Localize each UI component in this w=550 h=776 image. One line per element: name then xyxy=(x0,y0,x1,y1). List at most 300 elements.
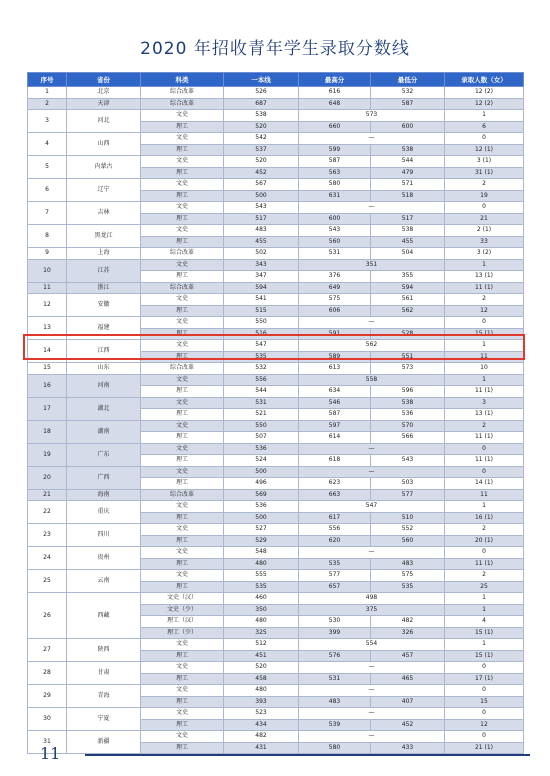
row-score-merged: — xyxy=(299,662,445,674)
row-seq: 27 xyxy=(28,639,67,662)
table-row xyxy=(28,708,524,720)
row-enrolled: 15 (1) xyxy=(445,328,524,340)
row-province: 辽宁 xyxy=(67,179,141,202)
row-enrolled: 12 (2) xyxy=(445,98,524,110)
row-tier-one-line: 536 xyxy=(224,501,299,513)
row-tier-one-line: 548 xyxy=(224,547,299,559)
row-tier-one-line: 517 xyxy=(224,213,299,225)
row-tier-one-line: 350 xyxy=(224,604,299,616)
row-enrolled: 3 (2) xyxy=(445,248,524,260)
row-tier-one-line: 547 xyxy=(224,340,299,352)
row-province: 海南 xyxy=(67,489,141,501)
row-enrolled: 0 xyxy=(445,317,524,329)
row-tier-one-line: 480 xyxy=(224,558,299,570)
row-seq: 26 xyxy=(28,593,67,639)
row-category: 理工 xyxy=(141,144,224,156)
row-min-score: 577 xyxy=(371,489,445,501)
row-tier-one-line: 516 xyxy=(224,328,299,340)
row-seq: 29 xyxy=(28,685,67,708)
row-enrolled: 0 xyxy=(445,731,524,743)
row-province: 河北 xyxy=(67,110,141,133)
row-max-score: 660 xyxy=(299,121,371,133)
row-enrolled: 1 xyxy=(445,604,524,616)
row-seq: 25 xyxy=(28,570,67,593)
row-tier-one-line: 347 xyxy=(224,271,299,283)
row-max-score: 563 xyxy=(299,167,371,179)
table-row xyxy=(28,593,524,605)
row-score-merged: — xyxy=(299,731,445,743)
row-seq: 23 xyxy=(28,524,67,547)
row-category: 综合改革 xyxy=(141,282,224,294)
row-seq: 9 xyxy=(28,248,67,260)
row-category: 理工 xyxy=(141,386,224,398)
row-tier-one-line: 535 xyxy=(224,351,299,363)
row-enrolled: 12 (1) xyxy=(445,144,524,156)
row-province: 山西 xyxy=(67,133,141,156)
page-title: 2020 年招收青年学生录取分数线 xyxy=(140,39,410,59)
row-min-score: 600 xyxy=(371,121,445,133)
row-max-score: 539 xyxy=(299,719,371,731)
row-enrolled: 2 xyxy=(445,420,524,432)
row-tier-one-line: 460 xyxy=(224,593,299,605)
row-category: 理工 xyxy=(141,742,224,754)
row-category: 文史 xyxy=(141,420,224,432)
row-enrolled: 21 (1) xyxy=(445,742,524,754)
row-max-score: 648 xyxy=(299,98,371,110)
row-category: 文史 xyxy=(141,397,224,409)
table-row xyxy=(28,317,524,329)
row-tier-one-line: 507 xyxy=(224,432,299,444)
row-seq: 15 xyxy=(28,363,67,375)
row-max-score: 597 xyxy=(299,420,371,432)
row-score-merged: — xyxy=(299,202,445,214)
row-enrolled: 0 xyxy=(445,466,524,478)
row-tier-one-line: 496 xyxy=(224,478,299,490)
table-row xyxy=(28,259,524,271)
row-min-score: 575 xyxy=(371,570,445,582)
row-score-merged: 554 xyxy=(299,639,445,651)
row-category: 理工 xyxy=(141,167,224,179)
row-category: 文史 xyxy=(141,156,224,168)
row-enrolled: 17 (1) xyxy=(445,673,524,685)
row-province: 新疆 xyxy=(67,731,141,754)
row-province: 天津 xyxy=(67,98,141,110)
row-score-merged: — xyxy=(299,547,445,559)
row-seq: 24 xyxy=(28,547,67,570)
row-max-score: 399 xyxy=(299,627,371,639)
row-min-score: 510 xyxy=(371,512,445,524)
row-score-merged: 375 xyxy=(299,604,445,616)
header-tier-one-line: 一本线 xyxy=(224,73,299,87)
highlight-box-jiangxi xyxy=(23,334,525,360)
row-tier-one-line: 458 xyxy=(224,673,299,685)
row-min-score: 566 xyxy=(371,432,445,444)
row-enrolled: 0 xyxy=(445,708,524,720)
row-category: 理工 xyxy=(141,478,224,490)
row-min-score: 455 xyxy=(371,236,445,248)
row-tier-one-line: 544 xyxy=(224,386,299,398)
row-max-score: 577 xyxy=(299,570,371,582)
row-min-score: 538 xyxy=(371,144,445,156)
row-province: 浙江 xyxy=(67,282,141,294)
table-row xyxy=(28,294,524,306)
row-seq: 17 xyxy=(28,397,67,420)
row-tier-one-line: 500 xyxy=(224,190,299,202)
row-category: 文史 xyxy=(141,110,224,122)
row-seq: 2 xyxy=(28,98,67,110)
row-min-score: 544 xyxy=(371,156,445,168)
row-tier-one-line: 512 xyxy=(224,639,299,651)
row-category: 综合改革 xyxy=(141,489,224,501)
row-tier-one-line: 523 xyxy=(224,708,299,720)
row-score-merged: — xyxy=(299,317,445,329)
row-tier-one-line: 502 xyxy=(224,248,299,260)
row-max-score: 599 xyxy=(299,144,371,156)
row-tier-one-line: 521 xyxy=(224,409,299,421)
row-enrolled: 6 xyxy=(445,121,524,133)
row-min-score: 482 xyxy=(371,616,445,628)
row-province: 陕西 xyxy=(67,639,141,662)
row-province: 河南 xyxy=(67,374,141,397)
row-max-score: 620 xyxy=(299,535,371,547)
row-seq: 31 xyxy=(28,731,67,754)
row-category: 理工 xyxy=(141,409,224,421)
row-score-merged: — xyxy=(299,466,445,478)
row-min-score: 528 xyxy=(371,328,445,340)
row-category: 文史 xyxy=(141,317,224,329)
row-province: 广东 xyxy=(67,443,141,466)
row-enrolled: 16 (1) xyxy=(445,512,524,524)
row-enrolled: 1 xyxy=(445,110,524,122)
row-max-score: 649 xyxy=(299,282,371,294)
row-min-score: 538 xyxy=(371,397,445,409)
row-province: 江西 xyxy=(67,340,141,363)
row-tier-one-line: 520 xyxy=(224,662,299,674)
row-enrolled: 11 (1) xyxy=(445,558,524,570)
row-max-score: 614 xyxy=(299,432,371,444)
row-tier-one-line: 535 xyxy=(224,581,299,593)
row-max-score: 587 xyxy=(299,409,371,421)
row-tier-one-line: 529 xyxy=(224,535,299,547)
row-enrolled: 15 (1) xyxy=(445,650,524,662)
row-min-score: 587 xyxy=(371,98,445,110)
header-max-score: 最高分 xyxy=(299,73,371,87)
row-category: 文史（少） xyxy=(141,604,224,616)
row-category: 理工 xyxy=(141,328,224,340)
row-score-merged: 351 xyxy=(299,259,445,271)
row-tier-one-line: 434 xyxy=(224,719,299,731)
table-row xyxy=(28,397,524,409)
row-max-score: 616 xyxy=(299,87,371,99)
row-category: 文史 xyxy=(141,524,224,536)
row-enrolled: 4 xyxy=(445,616,524,628)
row-province: 上海 xyxy=(67,248,141,260)
row-tier-one-line: 393 xyxy=(224,696,299,708)
row-category: 理工 xyxy=(141,236,224,248)
row-enrolled: 1 xyxy=(445,639,524,651)
table-row xyxy=(28,420,524,432)
row-enrolled: 31 (1) xyxy=(445,167,524,179)
row-enrolled: 3 (1) xyxy=(445,156,524,168)
row-min-score: 483 xyxy=(371,558,445,570)
row-seq: 22 xyxy=(28,501,67,524)
row-min-score: 560 xyxy=(371,535,445,547)
header-province: 省份 xyxy=(67,73,141,87)
row-min-score: 596 xyxy=(371,386,445,398)
table-row xyxy=(28,374,524,386)
row-max-score: 530 xyxy=(299,616,371,628)
row-tier-one-line: 543 xyxy=(224,202,299,214)
row-min-score: 479 xyxy=(371,167,445,179)
row-score-merged: 498 xyxy=(299,593,445,605)
table-row xyxy=(28,363,524,375)
row-category: 文史 xyxy=(141,685,224,697)
row-category: 文史 xyxy=(141,259,224,271)
row-seq: 30 xyxy=(28,708,67,731)
table-body xyxy=(28,87,524,754)
row-enrolled: 13 (1) xyxy=(445,271,524,283)
row-seq: 5 xyxy=(28,156,67,179)
row-enrolled: 11 (1) xyxy=(445,386,524,398)
row-province: 宁夏 xyxy=(67,708,141,731)
table-row xyxy=(28,501,524,513)
row-max-score: 483 xyxy=(299,696,371,708)
row-province: 山东 xyxy=(67,363,141,375)
row-max-score: 560 xyxy=(299,236,371,248)
row-tier-one-line: 527 xyxy=(224,524,299,536)
row-min-score: 433 xyxy=(371,742,445,754)
table-row xyxy=(28,489,524,501)
row-min-score: 518 xyxy=(371,190,445,202)
row-category: 理工 xyxy=(141,190,224,202)
row-max-score: 580 xyxy=(299,742,371,754)
row-category: 综合改革 xyxy=(141,98,224,110)
row-category: 文史 xyxy=(141,202,224,214)
row-tier-one-line: 526 xyxy=(224,87,299,99)
row-category: 文史 xyxy=(141,731,224,743)
row-category: 理工 xyxy=(141,512,224,524)
row-enrolled: 25 xyxy=(445,581,524,593)
row-enrolled: 12 xyxy=(445,719,524,731)
row-tier-one-line: 555 xyxy=(224,570,299,582)
table-row xyxy=(28,466,524,478)
table-row xyxy=(28,570,524,582)
row-enrolled: 11 (1) xyxy=(445,455,524,467)
row-category: 文史 xyxy=(141,570,224,582)
row-tier-one-line: 594 xyxy=(224,282,299,294)
row-tier-one-line: 480 xyxy=(224,685,299,697)
row-max-score: 613 xyxy=(299,363,371,375)
row-province: 重庆 xyxy=(67,501,141,524)
row-tier-one-line: 550 xyxy=(224,420,299,432)
row-min-score: 538 xyxy=(371,225,445,237)
table-row xyxy=(28,547,524,559)
row-category: 文史 xyxy=(141,639,224,651)
row-max-score: 591 xyxy=(299,328,371,340)
row-seq: 6 xyxy=(28,179,67,202)
row-tier-one-line: 455 xyxy=(224,236,299,248)
row-tier-one-line: 687 xyxy=(224,98,299,110)
table-row xyxy=(28,87,524,99)
row-enrolled: 1 xyxy=(445,593,524,605)
row-score-merged: 558 xyxy=(299,374,445,386)
row-tier-one-line: 556 xyxy=(224,374,299,386)
row-enrolled: 1 xyxy=(445,340,524,352)
row-province: 内蒙古 xyxy=(67,156,141,179)
row-category: 理工（少） xyxy=(141,627,224,639)
row-province: 贵州 xyxy=(67,547,141,570)
row-tier-one-line: 520 xyxy=(224,121,299,133)
row-min-score: 452 xyxy=(371,719,445,731)
row-enrolled: 15 xyxy=(445,696,524,708)
row-seq: 21 xyxy=(28,489,67,501)
row-max-score: 618 xyxy=(299,455,371,467)
table-row xyxy=(28,639,524,651)
row-max-score: 634 xyxy=(299,386,371,398)
row-category: 文史 xyxy=(141,133,224,145)
row-province: 北京 xyxy=(67,87,141,99)
row-seq: 19 xyxy=(28,443,67,466)
row-category: 理工 xyxy=(141,271,224,283)
row-min-score: 532 xyxy=(371,87,445,99)
table-row xyxy=(28,179,524,191)
row-tier-one-line: 452 xyxy=(224,167,299,179)
row-seq: 13 xyxy=(28,317,67,340)
row-seq: 3 xyxy=(28,110,67,133)
row-tier-one-line: 541 xyxy=(224,294,299,306)
row-min-score: 573 xyxy=(371,363,445,375)
table-row xyxy=(28,248,524,260)
row-max-score: 600 xyxy=(299,213,371,225)
table-row xyxy=(28,110,524,122)
row-category: 理工 xyxy=(141,535,224,547)
row-max-score: 543 xyxy=(299,225,371,237)
table-row xyxy=(28,443,524,455)
row-enrolled: 11 (1) xyxy=(445,282,524,294)
admission-score-table xyxy=(27,72,524,754)
row-score-merged: 562 xyxy=(299,340,445,352)
row-max-score: 531 xyxy=(299,673,371,685)
row-score-merged: — xyxy=(299,708,445,720)
table-row xyxy=(28,282,524,294)
row-seq: 8 xyxy=(28,225,67,248)
row-min-score: 517 xyxy=(371,213,445,225)
row-min-score: 571 xyxy=(371,179,445,191)
table-row xyxy=(28,225,524,237)
header-seq: 序号 xyxy=(28,73,67,87)
row-enrolled: 0 xyxy=(445,133,524,145)
row-category: 文史 xyxy=(141,547,224,559)
row-max-score: 663 xyxy=(299,489,371,501)
table-row xyxy=(28,662,524,674)
row-min-score: 355 xyxy=(371,271,445,283)
row-tier-one-line: 343 xyxy=(224,259,299,271)
row-category: 理工（汉） xyxy=(141,616,224,628)
row-category: 理工 xyxy=(141,650,224,662)
row-enrolled: 14 (1) xyxy=(445,478,524,490)
row-tier-one-line: 524 xyxy=(224,455,299,467)
row-enrolled: 12 (2) xyxy=(445,87,524,99)
row-category: 理工 xyxy=(141,432,224,444)
row-enrolled: 15 (1) xyxy=(445,627,524,639)
table-row xyxy=(28,731,524,743)
row-tier-one-line: 431 xyxy=(224,742,299,754)
row-enrolled: 11 (1) xyxy=(445,432,524,444)
row-max-score: 631 xyxy=(299,190,371,202)
row-enrolled: 2 xyxy=(445,294,524,306)
row-enrolled: 3 xyxy=(445,397,524,409)
row-tier-one-line: 569 xyxy=(224,489,299,501)
row-enrolled: 1 xyxy=(445,501,524,513)
row-enrolled: 20 (1) xyxy=(445,535,524,547)
row-province: 黑龙江 xyxy=(67,225,141,248)
row-category: 文史 xyxy=(141,374,224,386)
row-province: 甘肃 xyxy=(67,662,141,685)
row-category: 理工 xyxy=(141,455,224,467)
row-seq: 16 xyxy=(28,374,67,397)
row-province: 安徽 xyxy=(67,294,141,317)
row-max-score: 531 xyxy=(299,248,371,260)
row-max-score: 575 xyxy=(299,294,371,306)
row-max-score: 657 xyxy=(299,581,371,593)
header-enrolled: 录取人数（女） xyxy=(445,73,524,87)
table-row xyxy=(28,98,524,110)
row-score-merged: 573 xyxy=(299,110,445,122)
row-category: 综合改革 xyxy=(141,87,224,99)
row-enrolled: 33 xyxy=(445,236,524,248)
row-province: 湖南 xyxy=(67,420,141,443)
table-row xyxy=(28,156,524,168)
row-tier-one-line: 500 xyxy=(224,466,299,478)
row-seq: 4 xyxy=(28,133,67,156)
row-max-score: 606 xyxy=(299,305,371,317)
row-category: 文史 xyxy=(141,443,224,455)
row-min-score: 503 xyxy=(371,478,445,490)
row-enrolled: 1 xyxy=(445,374,524,386)
page-number: 11 xyxy=(40,744,61,763)
row-min-score: 504 xyxy=(371,248,445,260)
row-enrolled: 0 xyxy=(445,443,524,455)
row-enrolled: 10 xyxy=(445,363,524,375)
row-category: 理工 xyxy=(141,558,224,570)
row-category: 文史 xyxy=(141,340,224,352)
row-seq: 20 xyxy=(28,466,67,489)
row-min-score: 457 xyxy=(371,650,445,662)
row-min-score: 536 xyxy=(371,409,445,421)
row-enrolled: 0 xyxy=(445,202,524,214)
row-tier-one-line: 531 xyxy=(224,397,299,409)
table-row xyxy=(28,685,524,697)
row-tier-one-line: 515 xyxy=(224,305,299,317)
row-enrolled: 2 xyxy=(445,524,524,536)
row-province: 湖北 xyxy=(67,397,141,420)
row-score-merged: — xyxy=(299,443,445,455)
row-seq: 1 xyxy=(28,87,67,99)
row-tier-one-line: 532 xyxy=(224,363,299,375)
row-max-score: 546 xyxy=(299,397,371,409)
header-category: 科类 xyxy=(141,73,224,87)
table-header-row xyxy=(28,73,524,87)
row-category: 理工 xyxy=(141,121,224,133)
row-tier-one-line: 550 xyxy=(224,317,299,329)
row-tier-one-line: 451 xyxy=(224,650,299,662)
row-min-score: 543 xyxy=(371,455,445,467)
row-max-score: 587 xyxy=(299,156,371,168)
row-seq: 7 xyxy=(28,202,67,225)
row-tier-one-line: 480 xyxy=(224,616,299,628)
row-score-merged: 547 xyxy=(299,501,445,513)
row-category: 理工 xyxy=(141,581,224,593)
